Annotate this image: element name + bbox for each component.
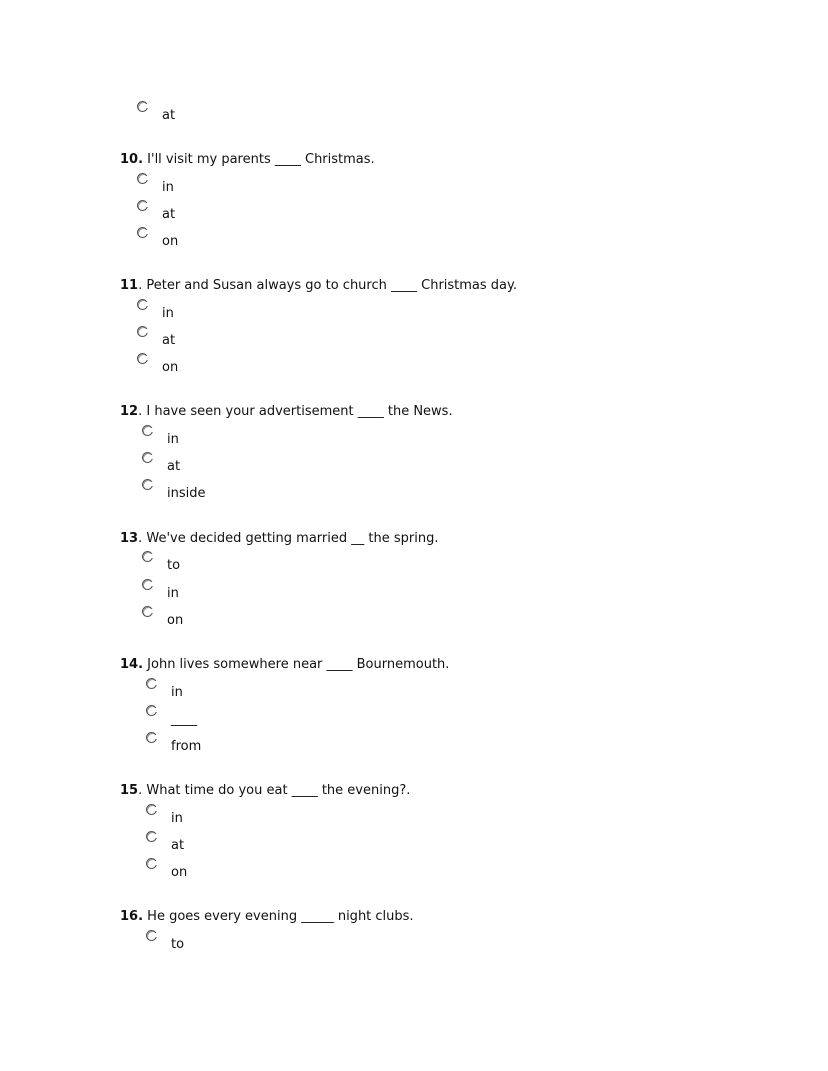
radio-button[interactable] — [137, 101, 148, 112]
option-label: in — [167, 586, 179, 601]
option-label: to — [171, 937, 185, 952]
question-text: I'll visit my parents ____ Christmas. — [143, 152, 375, 167]
radio-button[interactable] — [146, 858, 157, 869]
option-label: on — [171, 865, 188, 880]
question-14 — [120, 657, 449, 672]
question-10 — [120, 152, 375, 167]
radio-button[interactable] — [142, 425, 153, 436]
question-number: 15 — [120, 783, 139, 798]
option-label: to — [167, 558, 181, 573]
option-label: in — [162, 306, 174, 321]
radio-button[interactable] — [142, 606, 153, 617]
option-label: at — [162, 333, 176, 348]
question-text: . I have seen your advertisement ____ the News. — [138, 404, 453, 419]
question-number: 14. — [120, 657, 144, 672]
question-number: 13 — [120, 531, 139, 546]
option-label: at — [171, 838, 185, 853]
question-15 — [120, 783, 410, 798]
option-label: in — [171, 811, 183, 826]
question-number: 12 — [120, 404, 139, 419]
option-label: at — [167, 459, 181, 474]
question-16 — [120, 909, 414, 924]
option-label: on — [162, 234, 179, 249]
question-number: 11 — [120, 278, 139, 293]
radio-button[interactable] — [137, 353, 148, 364]
question-text: . What time do you eat ____ the evening?. — [138, 783, 411, 798]
option-label: from — [171, 739, 202, 754]
option-label: at — [162, 207, 176, 222]
question-number: 10. — [120, 152, 144, 167]
option-label: ____ — [171, 712, 197, 727]
radio-button[interactable] — [137, 173, 148, 184]
option-label: in — [171, 685, 183, 700]
radio-button[interactable] — [146, 831, 157, 842]
radio-button[interactable] — [142, 479, 153, 490]
radio-button[interactable] — [146, 930, 157, 941]
radio-button[interactable] — [142, 579, 153, 590]
option-label: in — [167, 432, 179, 447]
option-label: in — [162, 180, 174, 195]
radio-button[interactable] — [137, 227, 148, 238]
radio-button[interactable] — [137, 299, 148, 310]
radio-button[interactable] — [146, 804, 157, 815]
radio-button[interactable] — [146, 705, 157, 716]
question-11 — [120, 278, 517, 293]
question-number: 16. — [120, 909, 144, 924]
option-label: at — [162, 108, 176, 123]
option-label: on — [162, 360, 179, 375]
option-label: on — [167, 613, 184, 628]
option-label: inside — [167, 486, 206, 501]
radio-button[interactable] — [146, 732, 157, 743]
radio-button[interactable] — [146, 678, 157, 689]
radio-button[interactable] — [142, 452, 153, 463]
radio-button[interactable] — [137, 200, 148, 211]
question-13 — [120, 531, 438, 546]
question-12 — [120, 404, 453, 419]
question-text: John lives somewhere near ____ Bournemouth. — [143, 657, 450, 672]
radio-button[interactable] — [137, 326, 148, 337]
radio-button[interactable] — [142, 551, 153, 562]
question-text: He goes every evening _____ night clubs. — [143, 909, 414, 924]
question-text: . Peter and Susan always go to church ____ Christmas day. — [138, 278, 517, 293]
question-text: . We've decided getting married __ the spring. — [138, 531, 439, 546]
